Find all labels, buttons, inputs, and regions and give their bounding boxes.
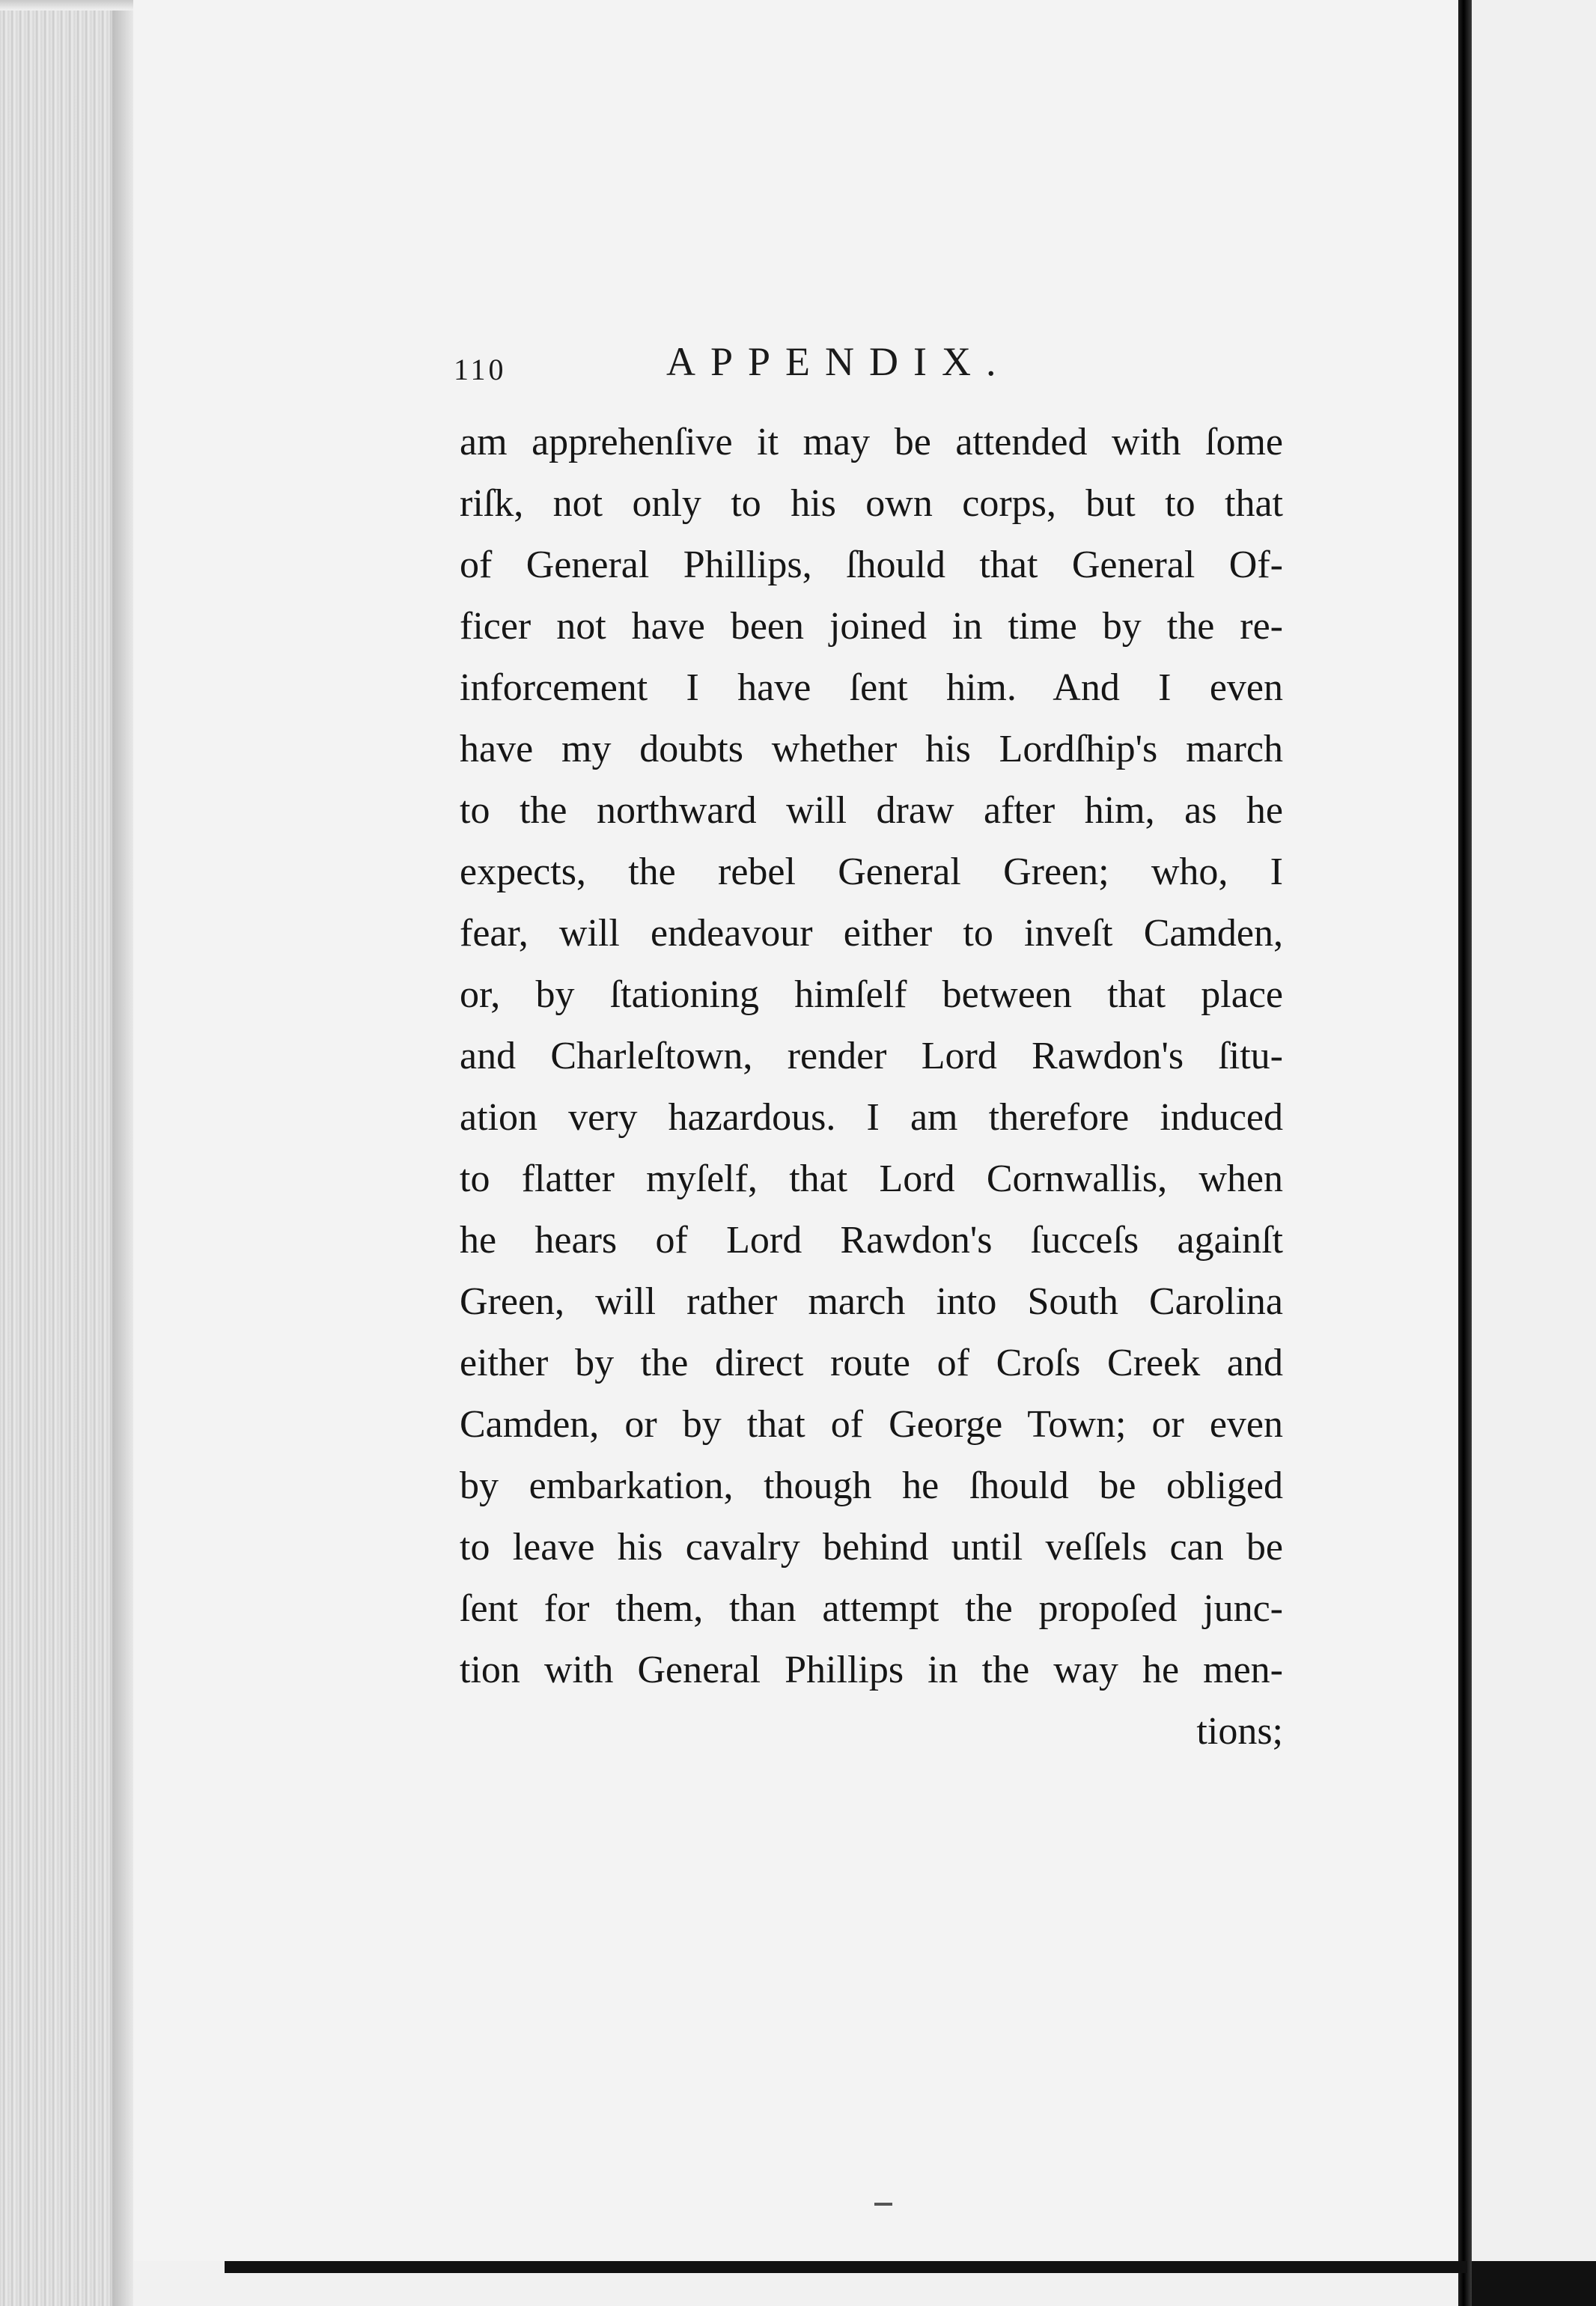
page-number: 110 xyxy=(454,353,507,386)
text-line: of General Phillips, ſhould that General Of- xyxy=(460,544,1283,586)
text-line: he hears of Lord Rawdon's ſucceſs againſt xyxy=(460,1219,1283,1262)
text-line: ation very hazardous. I am therefore induced xyxy=(460,1096,1283,1139)
text-line: have my doubts whether his Lordſhip's march xyxy=(460,728,1283,770)
page-bottom-edge xyxy=(225,2261,1467,2273)
body-text xyxy=(460,412,1283,1762)
text-line: either by the direct route of Croſs Creek and xyxy=(460,1342,1283,1384)
text-line: tion with General Phillips in the way he men- xyxy=(460,1649,1283,1691)
text-line: or, by ſtationing himſelf between that place xyxy=(460,973,1283,1016)
text-line: by embarkation, though he ſhould be obliged xyxy=(460,1464,1283,1507)
text-line: Green, will rather march into South Carolina xyxy=(460,1280,1283,1323)
text-line: fear, will endeavour either to inveſt Camden, xyxy=(460,912,1283,955)
page-mark xyxy=(874,2203,892,2206)
facing-page-bottom xyxy=(1472,2261,1596,2306)
book-gutter xyxy=(1458,0,1472,2306)
page-stack-edge xyxy=(0,0,133,2306)
text-line: ſent for them, than attempt the propoſed junc- xyxy=(460,1587,1283,1630)
text-line: Camden, or by that of George Town; or even xyxy=(460,1403,1283,1446)
running-head: APPENDIX. xyxy=(666,339,1011,384)
text-line: inforcement I have ſent him. And I even xyxy=(460,666,1283,709)
text-line: and Charleſtown, render Lord Rawdon's ſitu- xyxy=(460,1035,1283,1077)
text-line: ficer not have been joined in time by the re- xyxy=(460,605,1283,648)
facing-page-edge xyxy=(1472,0,1596,2306)
page-header xyxy=(454,338,1352,398)
text-line: expects, the rebel General Green; who, I xyxy=(460,851,1283,893)
text-line: to flatter myſelf, that Lord Cornwallis, when xyxy=(460,1157,1283,1200)
catchword-line: tions; xyxy=(1196,1710,1283,1753)
text-line: to leave his cavalry behind until veſſels can be xyxy=(460,1526,1283,1569)
text-line: am apprehenſive it may be attended with ſome xyxy=(460,421,1283,463)
text-line: to the northward will draw after him, as he xyxy=(460,789,1283,832)
text-line: riſk, not only to his own corps, but to that xyxy=(460,482,1283,525)
